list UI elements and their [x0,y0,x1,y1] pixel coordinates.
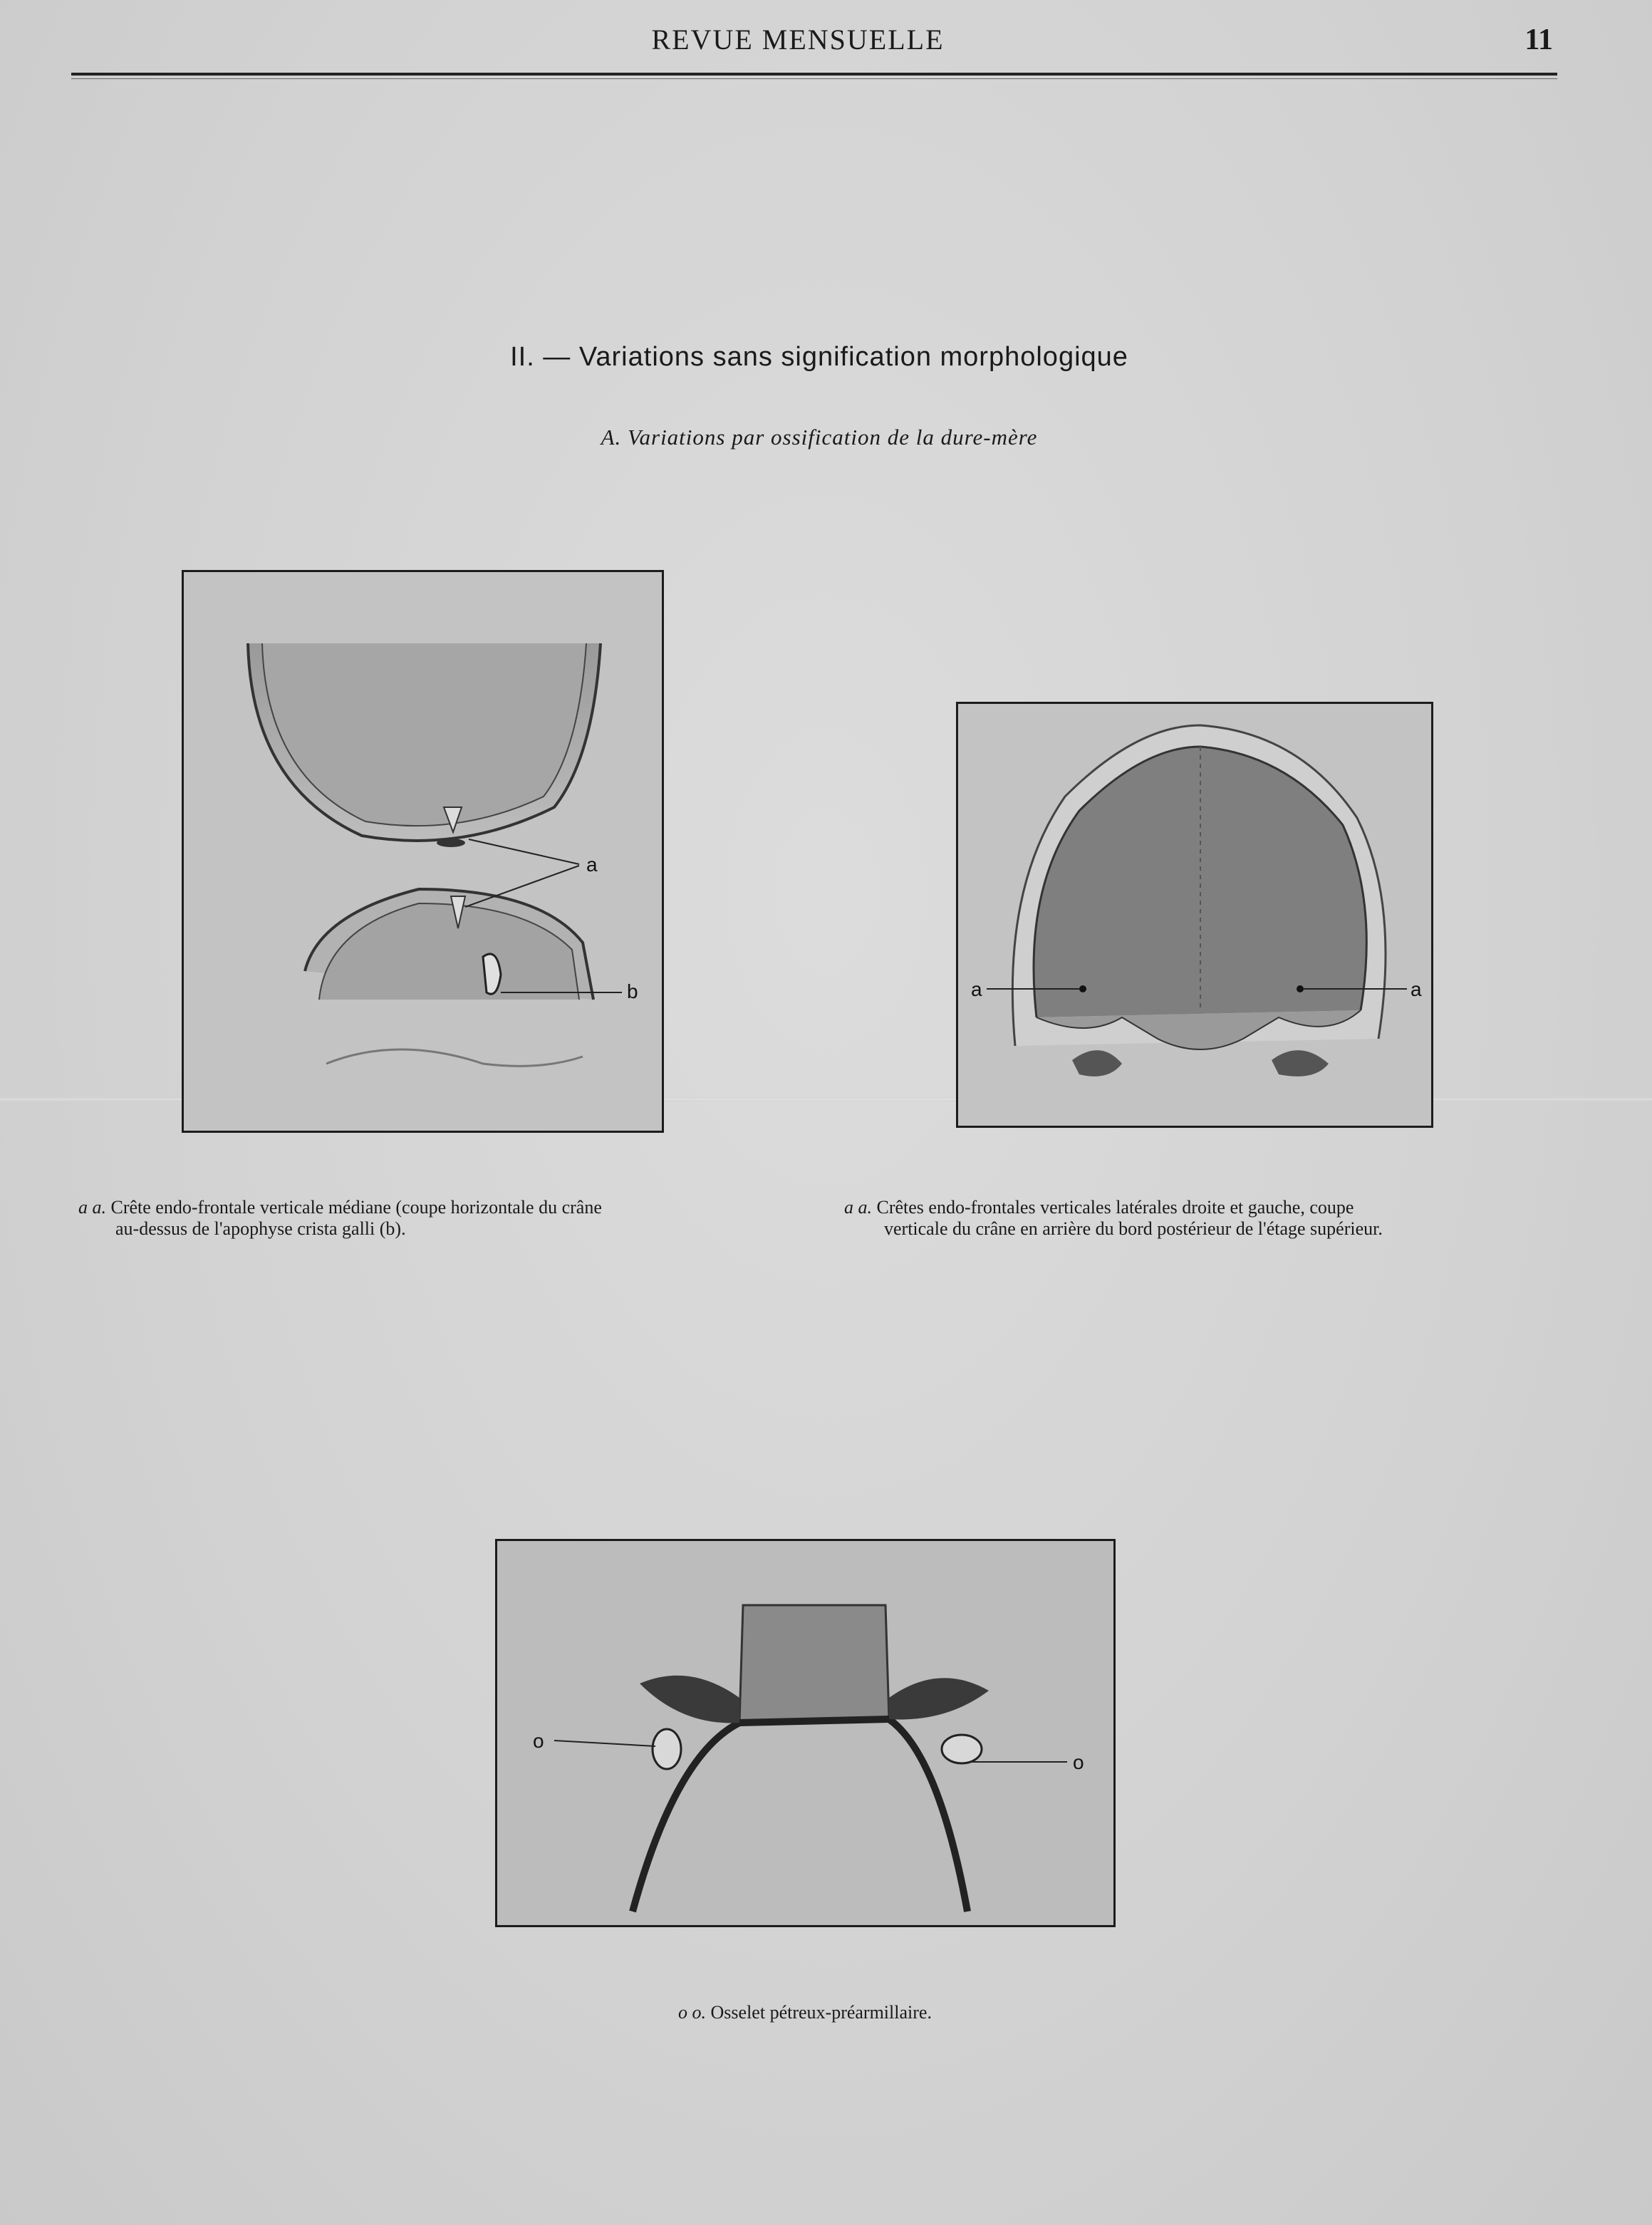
journal-title: REVUE MENSUELLE [651,24,945,56]
petrous-ossicle-illustration [497,1541,1113,1925]
section-heading: II. — Variations sans signification morphologique [510,342,1128,372]
label-o-right: o [1073,1751,1084,1773]
figure-2-caption [844,1197,1539,1240]
caption-text: Osselet pétreux-préarmillaire. [710,2002,932,2023]
page-number: 11 [1524,24,1553,56]
caption-prefix: a a. [78,1197,106,1218]
caption-prefix: o o. [678,2002,707,2023]
label-a-left: a [971,978,982,1000]
figure-1-caption [78,1197,769,1240]
subsection-heading: A. Variations par ossification de la dure-mère [601,425,1038,450]
figure-petrous-ossicle [495,1539,1116,1927]
skull-section-illustration [184,572,662,1131]
caption-line-1: Crêtes endo-frontales verticales latérales droite et gauche, coupe [876,1197,1354,1218]
label-b: b [627,980,638,1002]
skull-coronal-illustration [958,704,1431,1126]
figure-endo-frontal-crest-horizontal [182,570,664,1133]
caption-line-2: au-dessus de l'apophyse crista galli (b). [115,1218,406,1239]
label-a-right: a [1411,978,1422,1000]
header-rule-thin [71,78,1557,79]
caption-prefix: a a. [844,1197,872,1218]
caption-line-2: verticale du crâne en arrière du bord postérieur de l'étage supérieur. [884,1218,1383,1239]
label-a: a [586,854,598,876]
header-rule [71,73,1557,76]
label-o-left: o [533,1730,544,1752]
figure-3-caption [499,2002,1111,2023]
caption-line-1: Crête endo-frontale verticale médiane (coupe horizontale du crâne [110,1197,602,1218]
figure-endo-frontal-crests-vertical [956,702,1433,1128]
